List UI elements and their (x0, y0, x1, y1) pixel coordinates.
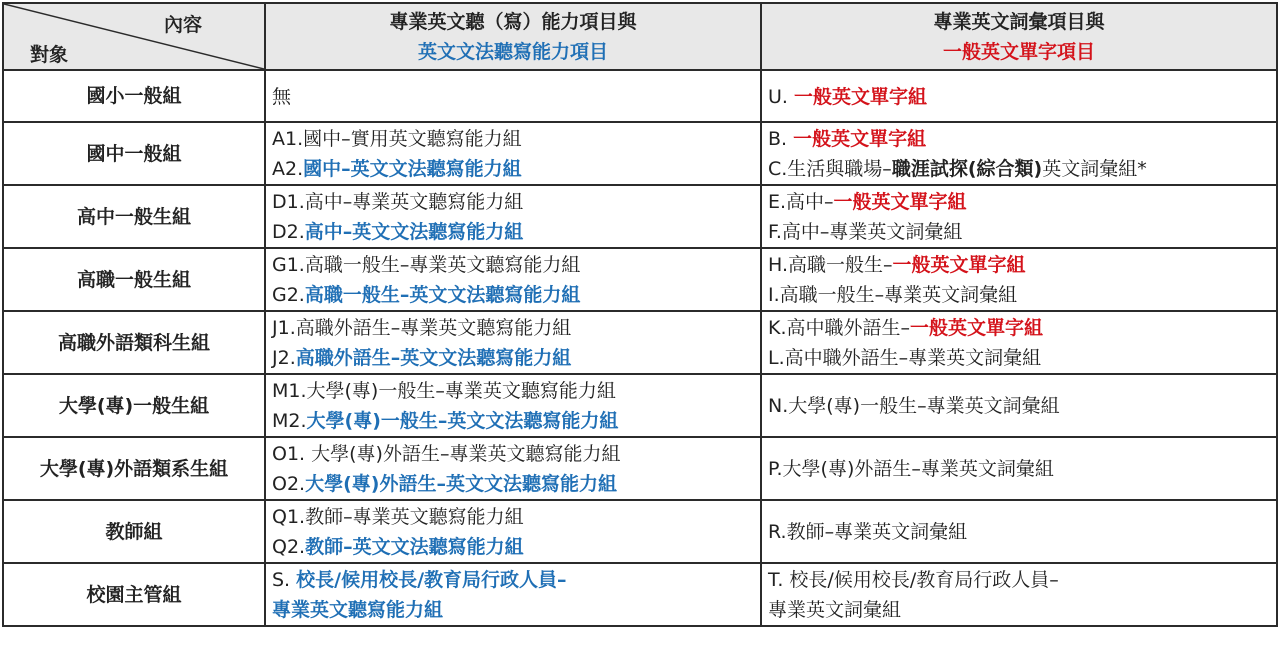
item-code: G2. (272, 283, 305, 306)
listening-item: O1. 大學(專)外語生–專業英文聽寫能力組 (272, 442, 621, 465)
vocabulary-items-cell (761, 437, 1277, 500)
item-name-highlight: 大學(專)外語生–英文文法聽寫能力組 (305, 472, 617, 495)
word-item (768, 313, 1270, 343)
grammar-item (272, 406, 754, 436)
listening-item: M1.大學(專)一般生–專業英文聽寫能力組 (272, 379, 616, 402)
target-group-cell: 大學(專)外語類系生組 (3, 437, 265, 500)
item-name-highlight: 國中–英文文法聽寫能力組 (303, 157, 522, 180)
grammar-item (272, 532, 754, 562)
vocabulary-item: R.教師–專業英文詞彙組 (768, 520, 968, 543)
vocabulary-item (768, 82, 1270, 112)
corner-label-target: 對象 (30, 44, 69, 66)
item-name-highlight: 一般英文單字組 (892, 253, 1026, 276)
word-item (768, 124, 1270, 154)
target-group-cell: 高職外語類科生組 (3, 311, 265, 374)
item-code: S. (272, 568, 297, 591)
target-group-cell: 高職一般生組 (3, 248, 265, 311)
grammar-item (272, 280, 754, 310)
item-name-highlight: 一般英文單字組 (833, 190, 967, 213)
word-item (768, 250, 1270, 280)
grammar-item (272, 469, 754, 499)
listening-items-cell (265, 563, 761, 626)
listening-items-cell (265, 185, 761, 248)
grammar-item (272, 343, 754, 373)
listening-items-cell (265, 374, 761, 437)
listening-item: D1.高中–專業英文聽寫能力組 (272, 190, 524, 213)
item-name-highlight: 校長/候用校長/教育局行政人員– (296, 568, 567, 591)
listening-header-line2: 英文文法聽寫能力項目 (417, 40, 608, 63)
item-code: B. (768, 127, 794, 150)
item-name-highlight: 一般英文單字組 (793, 127, 927, 150)
listening-items-cell (265, 70, 761, 122)
vocabulary-items-cell (761, 563, 1277, 626)
table-row (3, 248, 1277, 311)
listening-item: 無 (272, 86, 292, 108)
listening-item: Q1.教師–專業英文聽寫能力組 (272, 505, 524, 528)
word-item (768, 187, 1270, 217)
table-row (3, 185, 1277, 248)
item-code: A2. (272, 157, 304, 180)
vocabulary-item-continued: 專業英文詞彙組 (768, 598, 902, 621)
grammar-item (272, 154, 754, 184)
item-suffix: 英文詞彙組* (1042, 157, 1147, 180)
table-row (3, 437, 1277, 500)
table-row (3, 374, 1277, 437)
table-header-row (3, 3, 1277, 70)
item-name-bold: 職涯試探(綜合類) (891, 157, 1043, 180)
vocabulary-items-cell (761, 185, 1277, 248)
vocabulary-item: L.高中職外語生–專業英文詞彙組 (768, 346, 1042, 369)
listening-item: G1.高職一般生–專業英文聽寫能力組 (272, 253, 581, 276)
item-name-highlight: 高中–英文文法聽寫能力組 (304, 220, 524, 243)
vocabulary-item: P.大學(專)外語生–專業英文詞彙組 (768, 457, 1054, 480)
target-group-cell: 校園主管組 (3, 563, 265, 626)
item-name-highlight: 高職外語生–英文文法聽寫能力組 (295, 346, 572, 369)
competition-items-table (2, 2, 1278, 627)
item-code: K.高中職外語生– (768, 316, 910, 339)
listening-items-cell (265, 437, 761, 500)
listening-item-continued: 專業英文聽寫能力組 (272, 598, 444, 621)
listening-column-header (265, 3, 761, 70)
table-row (3, 311, 1277, 374)
vocabulary-item: T. 校長/候用校長/教育局行政人員– (768, 568, 1059, 591)
item-code: D2. (272, 220, 305, 243)
vocabulary-items-cell (761, 374, 1277, 437)
item-name-highlight: 大學(專)一般生–英文文法聽寫能力組 (306, 409, 619, 432)
vocabulary-items-cell (761, 311, 1277, 374)
vocabulary-item (768, 154, 1270, 184)
vocabulary-header-line2: 一般英文單字項目 (942, 40, 1095, 63)
table-row (3, 500, 1277, 563)
target-group-cell: 國中一般組 (3, 122, 265, 185)
listening-items-cell (265, 500, 761, 563)
corner-header-cell (3, 3, 265, 70)
listening-items-cell (265, 311, 761, 374)
vocabulary-items-cell (761, 500, 1277, 563)
vocabulary-items-cell (761, 122, 1277, 185)
item-code: J2. (272, 346, 296, 369)
vocabulary-item: N.大學(專)一般生–專業英文詞彙組 (768, 394, 1060, 417)
vocabulary-item: I.高職一般生–專業英文詞彙組 (768, 283, 1018, 306)
item-code: U. (768, 86, 794, 108)
item-code: C.生活與職場– (768, 157, 892, 180)
vocabulary-items-cell (761, 248, 1277, 311)
target-group-cell: 國小一般組 (3, 70, 265, 122)
table-row (3, 70, 1277, 122)
vocabulary-item: F.高中–專業英文詞彙組 (768, 220, 963, 243)
listening-item (272, 565, 754, 595)
listening-header-line1: 專業英文聽（寫）能力項目與 (389, 10, 637, 33)
item-code: E.高中– (768, 190, 834, 213)
target-group-cell: 教師組 (3, 500, 265, 563)
table-row (3, 122, 1277, 185)
listening-items-cell (265, 248, 761, 311)
item-code: H.高職一般生– (768, 253, 893, 276)
vocabulary-column-header (761, 3, 1277, 70)
target-group-cell: 大學(專)一般生組 (3, 374, 265, 437)
target-group-cell: 高中一般生組 (3, 185, 265, 248)
grammar-item (272, 217, 754, 247)
item-code: Q2. (272, 535, 306, 558)
item-name-highlight: 一般英文單字組 (910, 316, 1044, 339)
vocabulary-header-line1: 專業英文詞彙項目與 (933, 10, 1105, 33)
item-name-highlight: 高職一般生–英文文法聽寫能力組 (304, 283, 581, 306)
listening-item: A1.國中–實用英文聽寫能力組 (272, 127, 522, 150)
item-code: O2. (272, 472, 306, 495)
listening-items-cell (265, 122, 761, 185)
item-name-highlight: 教師–英文文法聽寫能力組 (305, 535, 524, 558)
item-code: M2. (272, 409, 307, 432)
item-name-highlight: 一般英文單字組 (794, 86, 928, 108)
corner-label-content: 內容 (163, 14, 202, 36)
vocabulary-items-cell (761, 70, 1277, 122)
listening-item: J1.高職外語生–專業英文聽寫能力組 (272, 316, 572, 339)
table-row (3, 563, 1277, 626)
